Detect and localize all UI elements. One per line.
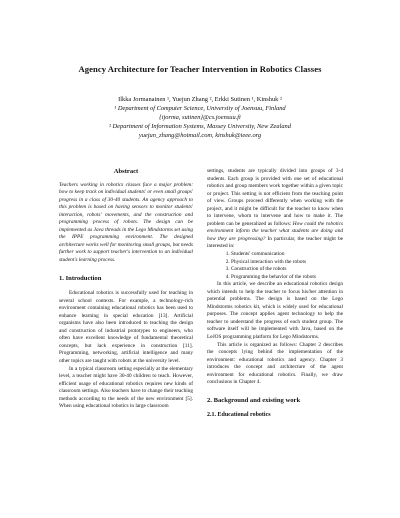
right-paragraph-1a: settings, students are typically divided into groups of 3-4 students. Each group is provided with one set of educational robotics and group members work together within a given topic or project. This setting is not efficient from the teaching point of view. Groups proceed differently when working with the project, and it might be difficult for the teacher to know when to intervene, whom to intervene and how to make it. The problem can be generalized as follows: xyxy=(207,168,343,227)
educational-robotics-heading: 2.1. Educational robotics xyxy=(207,412,271,419)
research-question: How could the robotics environment inform the teacher what students are doing and how they are progressing? xyxy=(207,220,343,242)
list-item: 3. Construction of the robots xyxy=(231,266,343,274)
background-heading: 2. Background and existing work xyxy=(207,396,301,404)
right-paragraph-1 xyxy=(207,168,343,251)
intro-paragraph-1: Educational robotics is successfully used for teaching in several school contexts. For example, a technology-rich environment containing educational robotics has been used to enhance learning in special education [13]. Artificial organisms have also been introduced to teaching the design and construction of industrial prototypes to engineers, who often have excellent knowledge of fundamental theoretical concepts, but lack experience in construction [11]. Programming, networking, artificial intelligence and many other topics are taught with robots at the university level. xyxy=(59,290,193,365)
right-paragraph-1c: In particular, the teacher might be interested in: xyxy=(207,235,343,250)
right-paragraph-3: This article is organized as follows: Chapter 2 describes the concepts lying behind the implementation of the environment: educational robotics and agency. Chapter 3 introduces the concept and architecture of the agent environment for educational robotics. Finally, we draw conclusions in Chapter 4. xyxy=(207,341,343,386)
affiliation-1: ¹ Department of Computer Science, University of Joensuu, Finland xyxy=(114,105,286,112)
paper-title: Agency Architecture for Teacher Intervention in Robotics Classes xyxy=(78,64,322,74)
right-paragraph-2: In this article, we describe an educational robotics design which intends to help the teacher to focus his/her attention in potential problems. The design is based on the Lego Mindstorms robotics kit, which is widely used for educational purposes. The concept applies agent technology to help the teacher to understand the progress of each student group. The software itself will be implemented with Java, based on the LeJOS programming platform for Lego Mindstorms. xyxy=(207,281,343,341)
abstract-heading: Abstract xyxy=(113,168,139,175)
left-column xyxy=(59,168,193,411)
introduction-heading: 1. Introduction xyxy=(59,274,102,282)
intro-paragraph-2: In a typical classroom setting especially at the elementary level, a teacher might have 30-40 children to teach. However, efficient usage of educational robotics requires new kinds of classroom settings. Also teachers have to change their teaching methods according to the needs of the new environment [5]. When using educational robotics in large classroom xyxy=(59,365,193,410)
interest-list xyxy=(207,251,343,281)
list-item: 1. Students' communication xyxy=(231,251,343,259)
email-1: {ijorma, sutinen}@cs.joensuu.fi xyxy=(159,114,241,121)
list-item: 4. Programming the behavior of the robots xyxy=(231,274,343,282)
author-names: Ilkka Jormanainen ¹, Yuejun Zhang ², Erkki Sutinen ¹, Kinshuk ² xyxy=(118,96,282,103)
list-item: 2. Physical interaction with the robots xyxy=(231,259,343,267)
email-2: yuejun_zhang@hotmail.com, kinshuk@ieee.org xyxy=(138,132,262,139)
right-column xyxy=(207,168,343,420)
affiliation-2: ² Department of Information Systems, Massey University, New Zealand xyxy=(109,123,291,130)
author-block xyxy=(0,95,400,140)
abstract-text: Teachers working in robotics classes face a major problem: how to keep track on individual students' or even small groups' progress in a class of 30-40 students. An agency approach to this problem is based on having sensors to monitor students' interaction, robots' movements, and the construction and programming process of robots. The design can be implemented as Java threads in the Lego Mindstorms set using the IPPE programming environment. The designed architecture works well for monitoring small groups, but needs further work to support teacher's intervention to an individual student's learning process. xyxy=(59,181,193,264)
